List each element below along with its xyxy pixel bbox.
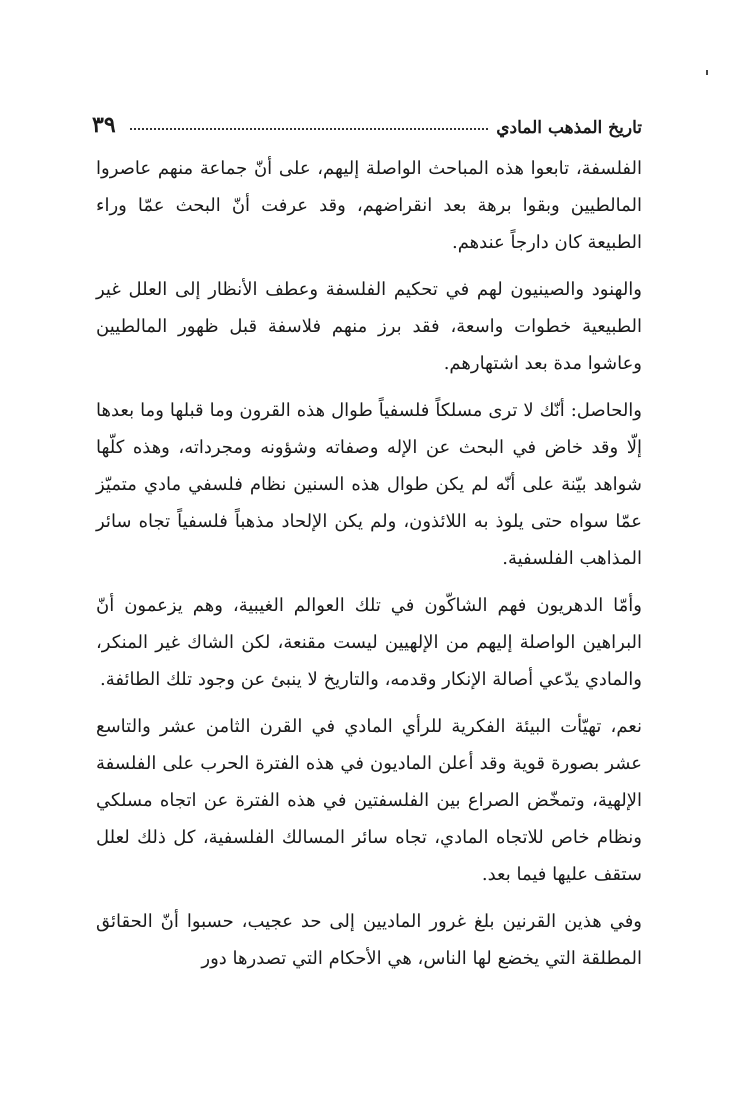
scan-mark <box>706 70 708 75</box>
page-body <box>96 150 642 987</box>
paragraph-5: نعم، تهيّأت البيئة الفكرية للرأي المادي في القرن الثامن عشر والتاسع عشر بصورة قوية وقد أعلن الماديون في هذه الفترة الحرب على الفلسفة الإلهية، وتمخّض الصراع بين الفلسفتين في هذه الفترة عن اتجاه مسلكي ونظام خاص للاتجاه المادي، تجاه سائر المسالك الفلسفية، كل ذلك لعلل ستقف عليها فيما بعد. <box>96 716 642 885</box>
running-header <box>92 104 642 138</box>
header-dotted-leader <box>130 128 489 130</box>
paragraph-4: وأمّا الدهريون فهم الشاكّون في تلك العوالم الغيبية، وهم يزعمون أنّ البراهين الواصلة إليهم من الإلهيين ليست مقنعة، لكن الشاك غير المنكر، والمادي يدّعي أصالة الإنكار وقدمه، والتاريخ لا ينبئ عن وجود تلك الطائفة. <box>96 595 642 690</box>
paragraph-2: والهنود والصينيون لهم في تحكيم الفلسفة وعطف الأنظار إلى العلل غير الطبيعية خطوات واسعة، فقد برز منهم فلاسفة قبل ظهور المالطيين وعاشوا مدة بعد اشتهارهم. <box>96 279 642 374</box>
paragraph-1: الفلسفة، تابعوا هذه المباحث الواصلة إليهم، على أنّ جماعة منهم عاصروا المالطيين وبقوا برهة بعد انقراضهم، وقد عرفت أنّ البحث عمّا وراء الطبيعة كان دارجاً عندهم. <box>96 158 642 253</box>
page-number: ٣٩ <box>92 112 116 138</box>
paragraph-3: والحاصل: أنّك لا ترى مسلكاً فلسفياً طوال هذه القرون وما قبلها وما بعدها إلّا وقد خاض في البحث عن الإله وصفاته وشؤونه ومجرداته، وهذه كلّها شواهد بيّنة على أنّه لم يكن طوال هذه السنين نظام فلسفي مادي متميّز عمّا سواه حتى يلوذ به اللائذون، ولم يكن الإلحاد مذهباً فلسفياً تجاه سائر المذاهب الفلسفية. <box>96 400 642 569</box>
header-title: تاريخ المذهب المادي <box>496 118 642 138</box>
paragraph-6: وفي هذين القرنين بلغ غرور الماديين إلى حد عجيب، حسبوا أنّ الحقائق المطلقة التي يخضع لها الناس، هي الأحكام التي تصدرها دور <box>96 911 642 969</box>
